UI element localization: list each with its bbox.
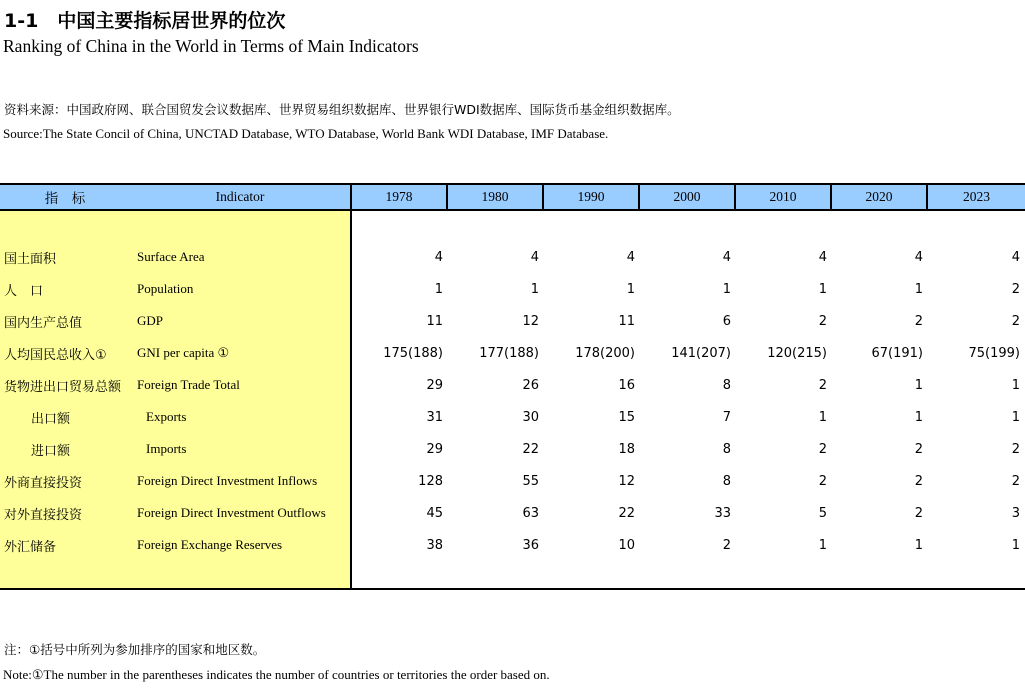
- row-value: 38: [426, 537, 443, 553]
- row-label-en: GDP: [137, 313, 164, 328]
- row-value: 36: [522, 537, 539, 553]
- source-text-cn: 资料来源：中国政府网、联合国贸发会议数据库、世界贸易组织数据库、世界银行WDI数据库、国际货币基金组织数据库。: [4, 102, 680, 117]
- row-value: 12: [522, 313, 539, 329]
- row-value: 12: [618, 473, 635, 489]
- row-value: 29: [426, 441, 443, 457]
- row-value: 7: [722, 409, 731, 425]
- table-row: [0, 337, 1025, 369]
- row-value: 30: [522, 409, 539, 425]
- row-value: 1: [818, 281, 827, 297]
- indicator-header-cell: [0, 185, 352, 209]
- row-value: 4: [1011, 249, 1020, 265]
- row-value: 2: [818, 377, 827, 393]
- table-row: [0, 305, 1025, 337]
- row-value: 2: [1011, 281, 1020, 297]
- row-label-cn: 外商直接投资: [4, 475, 83, 491]
- row-label-en: Foreign Trade Total: [137, 377, 240, 392]
- row-value: 2: [1011, 313, 1020, 329]
- row-value: 1: [434, 281, 443, 297]
- row-label-en: Foreign Exchange Reserves: [137, 537, 283, 552]
- note-text-cn: 注：①括号中所列为参加排序的国家和地区数。: [4, 642, 266, 657]
- table-rows: [0, 211, 1025, 561]
- table-row: [0, 273, 1025, 305]
- row-value: 2: [818, 473, 827, 489]
- table-row: [0, 529, 1025, 561]
- row-value: 141(207): [671, 345, 731, 361]
- row-value: 1: [914, 281, 923, 297]
- row-value: 31: [426, 409, 443, 425]
- indicator-header-en: Indicator: [215, 189, 265, 204]
- row-value: 45: [426, 505, 443, 521]
- row-value: 4: [914, 249, 923, 265]
- row-value: 8: [722, 377, 731, 393]
- row-value: 2: [722, 537, 731, 553]
- row-value: 177(188): [479, 345, 539, 361]
- row-value: 8: [722, 441, 731, 457]
- row-label-en: Surface Area: [137, 249, 205, 264]
- row-value: 1: [914, 409, 923, 425]
- row-value: 11: [426, 313, 443, 329]
- row-value: 1: [626, 281, 635, 297]
- year-header: 1990: [544, 185, 640, 209]
- row-value: 22: [618, 505, 635, 521]
- row-value: 2: [914, 313, 923, 329]
- row-value: 120(215): [767, 345, 827, 361]
- row-value: 1: [1011, 377, 1020, 393]
- table-header-row: [0, 183, 1025, 211]
- row-label-cn: 国土面积: [4, 251, 57, 267]
- row-value: 16: [618, 377, 635, 393]
- row-value: 5: [818, 505, 827, 521]
- year-header: 2000: [640, 185, 736, 209]
- row-label-cn: 人 口: [4, 283, 44, 299]
- row-value: 6: [722, 313, 731, 329]
- page-title-en: Ranking of China in the World in Terms of Main Indicators: [3, 36, 419, 56]
- row-value: 1: [818, 409, 827, 425]
- row-value: 2: [914, 473, 923, 489]
- row-value: 1: [722, 281, 731, 297]
- year-header: 1980: [448, 185, 544, 209]
- row-value: 67(191): [871, 345, 923, 361]
- row-label-cn: 国内生产总值: [4, 315, 83, 331]
- row-value: 4: [530, 249, 539, 265]
- year-header: 2023: [963, 189, 990, 204]
- row-value: 1: [1011, 537, 1020, 553]
- table-body: [0, 211, 1025, 590]
- row-value: 2: [818, 313, 827, 329]
- row-value: 3: [1011, 505, 1020, 521]
- row-value: 18: [618, 441, 635, 457]
- page-title-cn: 1-1 中国主要指标居世界的位次: [4, 10, 286, 32]
- row-label-cn: 外汇储备: [4, 539, 57, 555]
- year-header: 1978: [352, 185, 448, 209]
- row-value: 1: [530, 281, 539, 297]
- row-label-cn: 出口额: [31, 411, 71, 427]
- row-value: 15: [618, 409, 635, 425]
- row-value: 55: [522, 473, 539, 489]
- indicator-header-cn: 指 标: [44, 191, 86, 207]
- note-text-en: Note:①The number in the parentheses indicates the number of countries or territories the order based on.: [3, 667, 550, 682]
- row-value: 1: [1011, 409, 1020, 425]
- row-value: 1: [914, 377, 923, 393]
- table-row: [0, 241, 1025, 273]
- row-value: 22: [522, 441, 539, 457]
- row-value: 4: [722, 249, 731, 265]
- table-row: [0, 401, 1025, 433]
- table-row: [0, 497, 1025, 529]
- row-label-cn: 进口额: [31, 443, 71, 459]
- row-value: 33: [714, 505, 731, 521]
- row-value: 2: [1011, 441, 1020, 457]
- row-value: 4: [626, 249, 635, 265]
- row-value: 26: [522, 377, 539, 393]
- row-value: 10: [618, 537, 635, 553]
- year-header: 2010: [736, 185, 832, 209]
- row-value: 4: [818, 249, 827, 265]
- table-row: [0, 465, 1025, 497]
- row-value: 63: [522, 505, 539, 521]
- row-value: 4: [434, 249, 443, 265]
- row-label-en: Exports: [146, 409, 187, 424]
- table-row: [0, 433, 1025, 465]
- row-value: 2: [1011, 473, 1020, 489]
- row-value: 2: [818, 441, 827, 457]
- row-value: 175(188): [383, 345, 443, 361]
- row-value: 8: [722, 473, 731, 489]
- row-value: 29: [426, 377, 443, 393]
- row-value: 75(199): [968, 345, 1020, 361]
- row-label-en: Foreign Direct Investment Outflows: [137, 505, 326, 520]
- row-value: 1: [818, 537, 827, 553]
- year-header: 2020: [832, 185, 928, 209]
- row-label-cn: 对外直接投资: [4, 507, 83, 523]
- row-label-cn: 人均国民总收入①: [4, 347, 107, 363]
- row-value: 2: [914, 505, 923, 521]
- row-label-en: Population: [137, 281, 194, 296]
- row-value: 178(200): [575, 345, 635, 361]
- source-text-en: Source:The State Concil of China, UNCTAD Database, WTO Database, World Bank WDI Database, IMF Database.: [3, 126, 609, 141]
- row-label-en: Foreign Direct Investment Inflows: [137, 473, 318, 488]
- row-label-en: GNI per capita ①: [137, 345, 230, 360]
- row-label-en: Imports: [146, 441, 187, 456]
- table-row: [0, 369, 1025, 401]
- row-value: 11: [618, 313, 635, 329]
- row-value: 1: [914, 537, 923, 553]
- indicators-table: [0, 183, 1025, 590]
- row-value: 128: [418, 473, 443, 489]
- row-value: 2: [914, 441, 923, 457]
- row-label-cn: 货物进出口贸易总额: [4, 379, 122, 395]
